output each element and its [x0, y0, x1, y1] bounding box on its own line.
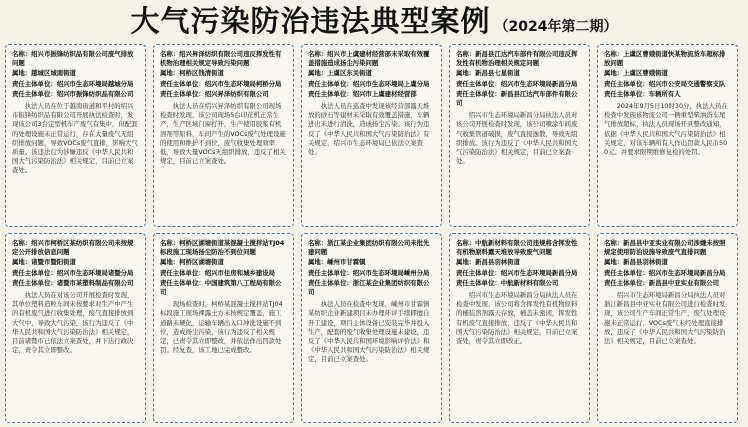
case-card — [597, 44, 738, 227]
subject-label: 责任主体单位： — [456, 79, 501, 88]
case-location: 上虞区曹娥街道 — [623, 69, 668, 78]
responsible-label: 责任主体单位： — [604, 89, 649, 98]
responsible-label: 责任主体单位： — [160, 278, 205, 287]
name-label: 名称： — [160, 239, 180, 247]
location-label: 属地： — [12, 69, 32, 78]
case-name: 绍兴昇泽纺织有限公司违反挥发性有机物治理相关规定导致污染问题 — [160, 50, 282, 68]
responsible-label: 责任主体单位： — [604, 278, 649, 287]
case-name: 新昌县中亚实业有限公司涉嫌未按照规定使用防治设施导致废气直排问题 — [604, 239, 726, 257]
name-label: 名称： — [604, 239, 624, 247]
case-body: 执法人员在检查中发现，嵊州市甘霖镇某纺织企业新建项目未办理环评手续即擅自开工建设，项目主体设备已安装完毕并投入生产，配套的废气收集处理设施未建设，违反了《中华人民共和国环境影响评价法》和《中华人民共和国大气污染防治法》相关规定，目前已立案查处。 — [308, 300, 430, 364]
case-subject: 绍兴市生态环境局新昌分局 — [500, 79, 578, 88]
responsible-label: 责任主体单位： — [308, 278, 353, 287]
title-text: 大气污染防治违法典型案例 — [130, 4, 491, 38]
case-subject: 绍兴市公安局交通警察支队 — [648, 79, 726, 88]
location-label: 属地： — [604, 258, 624, 267]
subject-label: 责任主体单位： — [308, 268, 353, 277]
responsible-label: 责任主体单位： — [308, 89, 353, 98]
case-row-top — [5, 44, 743, 227]
case-subject: 绍兴市生态环境局诸暨分局 — [56, 268, 134, 277]
case-location: 柯桥区钱清街道 — [179, 69, 224, 78]
location-label: 属地： — [12, 258, 32, 267]
case-responsible: 新昌县中亚实业有限公司 — [648, 278, 720, 287]
case-location: 上虞区东关街道 — [327, 69, 372, 78]
case-responsible: 浙江某企业集团纺织有限公司 — [308, 278, 430, 297]
case-card — [597, 233, 738, 423]
subject-label: 责任主体单位： — [308, 79, 353, 88]
case-responsible: 中国建筑第八工程局有限公司 — [160, 278, 282, 297]
case-body: 现场检查时，柯桥某混凝土搅拌站TJ04标段施工现场裸露土方未按规定覆盖，施工道路未硬化，运输车辆出入口冲洗设施不到位，造成扬尘污染，该行为违反了相关规定，已责令其立即整改，并依法作出罚款处罚。经复查，该工地已完成整改。 — [160, 300, 283, 355]
case-subject: 绍兴市生态环境局柯桥分局 — [204, 79, 282, 88]
name-label: 名称： — [308, 239, 328, 247]
case-name: 中航新材料有限公司违规将含挥发性有机物原料露天堆放导致废气问题 — [456, 239, 578, 257]
responsible-label: 责任主体单位： — [12, 278, 57, 287]
location-label: 属地： — [308, 258, 328, 267]
case-name: 绍兴市振锋纺织品有限公司废气排放问题 — [12, 50, 134, 68]
location-label: 属地： — [160, 69, 180, 78]
case-name: 绍兴市柯桥区某纺织有限公司未按规定公开排放信息问题 — [12, 239, 134, 257]
responsible-label: 责任主体单位： — [12, 89, 57, 98]
case-body: 2024年9月5日10时30分，执法人员在检查中发现该物流公司一辆重型柴油货车尾气排放超标，执法人员现场开具整改通知，依据《中华人民共和国大气污染防治法》相关规定，对该车辆所有人作出罚款人民币500元、并要求限期维修复检的处罚。 — [604, 102, 728, 157]
case-location: 新昌县羽林街道 — [475, 258, 520, 267]
case-responsible: 绍兴市上虞建材经营部 — [352, 89, 417, 98]
case-responsible: 中航新材料有限公司 — [500, 278, 559, 287]
case-subject: 绍兴市生态环境局新昌分局 — [500, 268, 578, 277]
case-body: 绍兴市生态环境局新昌分局执法人员对该公司开展检查时发现，该公司喷涂车间废气收集管道破损，废气直接逸散，导致无组织排放。该行为违反了《中华人民共和国大气污染防治法》相关规定，目前已立案查处。 — [456, 111, 578, 166]
subject-label: 责任主体单位： — [604, 268, 649, 277]
location-label: 属地： — [456, 258, 476, 267]
case-body: 绍兴市生态环境局新昌分局执法人员在检查中发现，该公司将含挥发性有机物原料的桶装溶剂露天存放，桶盖未密闭，挥发性有机废气直接排放，违反了《中华人民共和国大气污染防治法》相关规定，目前已立案查处，责令其立即改正。 — [456, 291, 578, 346]
case-responsible: 新昌县江达汽车部件有限公司 — [456, 89, 578, 108]
case-subject: 绍兴市生态环境局新昌分局 — [648, 268, 726, 277]
case-name: 柯桥区湖塘街道某混凝土搅拌站TJ04标段施工现场扬尘防治不到位问题 — [160, 239, 285, 257]
subject-label: 责任主体单位： — [160, 79, 205, 88]
case-card — [153, 44, 294, 227]
case-name: 新昌县江达汽车部件有限公司违反挥发性有机物治理相关规定问题 — [456, 50, 578, 68]
case-responsible: 绍兴昇泽纺织有限公司 — [204, 89, 269, 98]
case-body: 绍兴市生态环境局新昌分局执法人员对浙江新昌县中亚实业有限公司进行检查时发现，该公司生产车间正常生产，废气处理设施未正常运行，VOCs废气未经处理直接排放，违反了《中华人民共和国大气污染防治法》相关规定，目前已立案查处。 — [604, 291, 726, 346]
case-card — [153, 233, 294, 423]
responsible-label: 责任主体单位： — [456, 89, 501, 98]
name-label: 名称： — [12, 239, 32, 247]
location-label: 属地： — [456, 69, 476, 78]
case-subject: 绍兴市生态环境局上虞分局 — [352, 79, 430, 88]
case-responsible: 诸暨市某塑料制品有限公司 — [56, 278, 134, 287]
case-body: 执法人员在绍兴昇泽纺织有限公司现场检查时发现，该公司现场5台印花机正常生产，生产区域门窗打开，生产使用胶浆有机溶剂等原料，车间产生的VOCs废气处理设施的使用和维护不到位，废气收集处理效率低，导致大量VOCs无组织排放，违反了相关规定，目前已立案查处。 — [160, 102, 286, 166]
name-label: 名称： — [456, 50, 476, 58]
name-label: 名称： — [604, 50, 624, 58]
case-card — [5, 44, 146, 227]
subject-label: 责任主体单位： — [604, 79, 649, 88]
case-location: 嵊州市甘霖镇 — [327, 258, 366, 267]
case-name: 上虞区曹娥街道快某物流货车超标排放问题 — [604, 50, 726, 68]
name-label: 名称： — [160, 50, 180, 58]
case-card — [301, 233, 442, 423]
name-label: 名称： — [12, 50, 32, 58]
newspaper-header — [0, 0, 748, 40]
location-label: 属地： — [160, 258, 180, 267]
case-row-bottom — [5, 233, 743, 423]
name-label: 名称： — [308, 50, 328, 58]
location-label: 属地： — [308, 69, 328, 78]
name-label: 名称： — [456, 239, 476, 247]
subject-label: 责任主体单位： — [12, 268, 57, 277]
case-location: 新昌县七星街道 — [475, 69, 520, 78]
case-body: 执法人员在巡查中发现该经营部露天堆放的砂石等建材未采取有效覆盖措施，车辆进出未进行清洗，造成扬尘污染。该行为违反了《中华人民共和国大气污染防治法》有关规定，绍兴市生态环境局已依法立案查处。 — [308, 102, 430, 157]
case-card — [449, 44, 590, 227]
case-subject: 绍兴市生态环境局嵊州分局 — [352, 268, 430, 277]
case-name: 绍兴市上虞建材经营部未采取有效覆盖措施造成扬尘污染问题 — [308, 50, 430, 68]
case-location: 诸暨市暨阳街道 — [31, 258, 76, 267]
case-card — [449, 233, 590, 423]
issue-subtitle: （2024年第二期） — [494, 19, 618, 35]
case-card — [301, 44, 442, 227]
case-body: 执法人员在对该公司开展检查时发现，其单位塑料造粒车间未按要求对生产中产生的有机废气进行收集处理，废气直接排放到大气中，导致大气污染，该行为违反了《中华人民共和国大气污染防治法》相关规定，目前诸暨市已依法立案查处，并下达行政决定，责令其立即整改。 — [12, 291, 134, 355]
subject-label: 责任主体单位： — [456, 268, 501, 277]
case-responsible: 绍兴市振锋纺织品有限公司 — [56, 89, 134, 98]
case-location: 越城区城南街道 — [31, 69, 76, 78]
case-name: 浙江某企业集团纺织有限公司未批先建问题 — [308, 239, 430, 257]
location-label: 属地： — [604, 69, 624, 78]
case-location: 柯桥区湖塘街道 — [179, 258, 224, 267]
case-responsible: 车辆所有人 — [648, 89, 681, 98]
subject-label: 责任主体单位： — [160, 268, 205, 277]
subject-label: 责任主体单位： — [12, 79, 57, 88]
case-card — [5, 233, 146, 423]
responsible-label: 责任主体单位： — [456, 278, 501, 287]
case-subject: 绍兴市生态环境局越城分局 — [56, 79, 134, 88]
case-location: 新昌县羽林街道 — [623, 258, 668, 267]
responsible-label: 责任主体单位： — [160, 89, 205, 98]
page-title — [0, 4, 748, 44]
case-body: 执法人员在位于越南街道和平村的绍兴市振锋纺织品有限公司开展执法检查时，发现该公司3台定型机车产废气有集中，但配套的处理设施未正常运行，存在大量废气无组织排放问题，导致VOCs废气直排，影响大气质量。该违法行为涉嫌违反《中华人民共和国大气污染防治法》相关规定，目前已立案查处。 — [12, 102, 138, 175]
case-subject: 绍兴市住房和城乡建设局 — [204, 268, 276, 277]
